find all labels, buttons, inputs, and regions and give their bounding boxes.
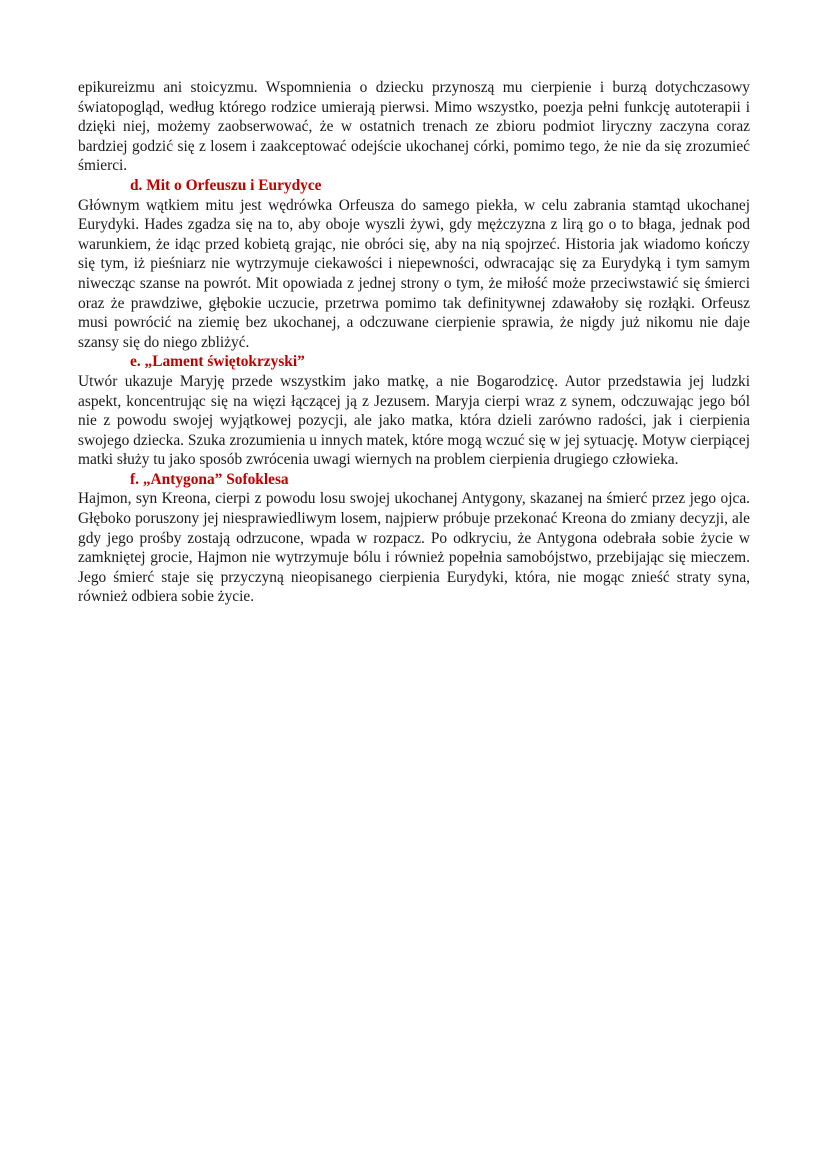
section-heading-lament: e. „Lament świętokrzyski” xyxy=(130,353,305,371)
section-heading-antygona: f. „Antygona” Sofoklesa xyxy=(130,470,289,488)
paragraph-lament: Utwór ukazuje Maryję przede wszystkim jako matkę, a nie Bogarodzicę. Autor przedstawia jej ludzki aspekt, koncentrując się na więzi łączącej ją z Jezusem. Maryja cierpi wraz z synem, odczuwając jego ból nie z powodu swojej wyjątkowej pozycji, ale jako matka, która dzieli zarówno radości, jak i cierpienia swojego dziecka. Szuka zrozumienia u innych matek, które mogą wczuć się w jej sytuację. Motyw cierpiącej matki służy tu jako sposób zwrócenia uwagi wiernych na problem cierpienia drugiego człowieka. xyxy=(78,372,750,469)
paragraph-antygona: Hajmon, syn Kreona, cierpi z powodu losu swojej ukochanej Antygony, skazanej na śmierć przez jego ojca. Głęboko poruszony jej niesprawiedliwym losem, najpierw próbuje przekonać Kreona do zmiany decyzji, ale gdy jego prośby zostają odrzucone, wpada w rozpacz. Po odkryciu, że Antygona odebrała sobie życie w zamkniętej grocie, Hajmon nie wytrzymuje bólu i również popełnia samobójstwo, przebijając się mieczem. Jego śmierć staje się przyczyną nieopisanego cierpienia Eurydyki, która, nie mogąc znieść straty syna, również odbiera sobie życie. xyxy=(78,490,750,606)
document-page xyxy=(78,78,750,607)
section-heading-orfeusz: d. Mit o Orfeuszu i Eurydyce xyxy=(130,176,322,194)
paragraph-orfeusz: Głównym wątkiem mitu jest wędrówka Orfeusza do samego piekła, w celu zabrania stamtąd ukochanej Eurydyki. Hades zgadza się na to, aby oboje wyszli żywi, gdy mężczyzna z lirą go o to błaga, jednak pod warunkiem, że idąc przed kobietą grając, nie obróci się, aby na nią spojrzeć. Historia jak wiadomo kończy się tym, iż pieśniarz nie wytrzymuje ciekawości i niepewności, odwracając się za Eurydyką i tym samym niwecząc szanse na powrót. Mit opowiada z jednej strony o tym, że miłość może przeciwstawić się śmierci oraz że prawdziwe, głębokie uczucie, przetrwa pomimo tak definitywnej zdawałoby się rozłąki. Orfeusz musi powrócić na ziemię bez ukochanej, a odczuwane cierpienie sprawia, że nigdy już nikomu nie daje szansy się do niego zbliżyć. xyxy=(78,196,750,351)
paragraph-intro: epikureizmu ani stoicyzmu. Wspomnienia o dziecku przynoszą mu cierpienie i burzą dotychczasowy światopogląd, według którego rodzice umierają pierwsi. Mimo wszystko, poezja pełni funkcję autoterapii i dzięki niej, możemy zaobserwować, że w ostatnich trenach ze zbioru podmiot liryczny zaczyna coraz bardziej godzić się z losem i zaakceptować odejście ukochanej córki, pomimo tego, że nie da się zrozumieć śmierci. xyxy=(78,79,750,175)
